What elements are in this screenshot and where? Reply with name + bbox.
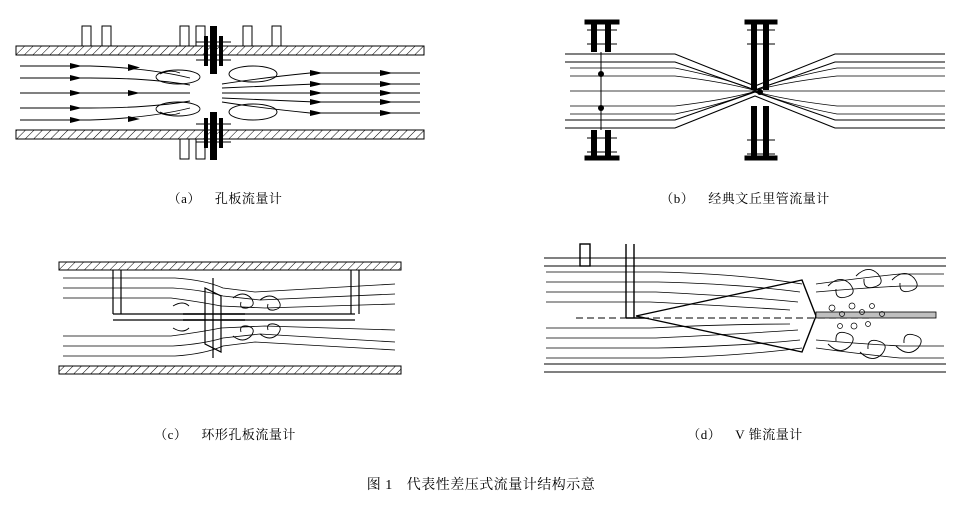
caption-label-d: V 锥流量计 xyxy=(735,427,803,442)
caption-index-d: （d） xyxy=(687,427,722,442)
panel-annular-orifice-flowmeter xyxy=(55,248,405,388)
figure-number: 图 1 xyxy=(366,478,393,493)
caption-panel-c xyxy=(60,424,390,443)
caption-index-a: （a） xyxy=(167,191,201,206)
caption-index-b: （b） xyxy=(660,191,695,206)
caption-panel-a xyxy=(60,188,390,207)
venturi-tube-diagram xyxy=(525,10,955,170)
orifice-plate-diagram xyxy=(10,18,430,168)
figure-title-text: 代表性差压式流量计结构示意 xyxy=(406,478,596,493)
v-cone-diagram xyxy=(540,240,950,390)
panel-orifice-plate-flowmeter xyxy=(10,18,430,168)
caption-label-c: 环形孔板流量计 xyxy=(201,427,296,442)
caption-index-c: （c） xyxy=(154,427,188,442)
caption-label-a: 孔板流量计 xyxy=(214,191,283,206)
panel-venturi-flowmeter xyxy=(525,10,955,170)
caption-panel-b xyxy=(560,188,930,207)
annular-orifice-diagram xyxy=(55,248,405,388)
figure-title xyxy=(0,474,962,494)
panel-v-cone-flowmeter xyxy=(540,240,950,390)
caption-panel-d xyxy=(560,424,930,443)
caption-label-b: 经典文丘里管流量计 xyxy=(708,191,830,206)
